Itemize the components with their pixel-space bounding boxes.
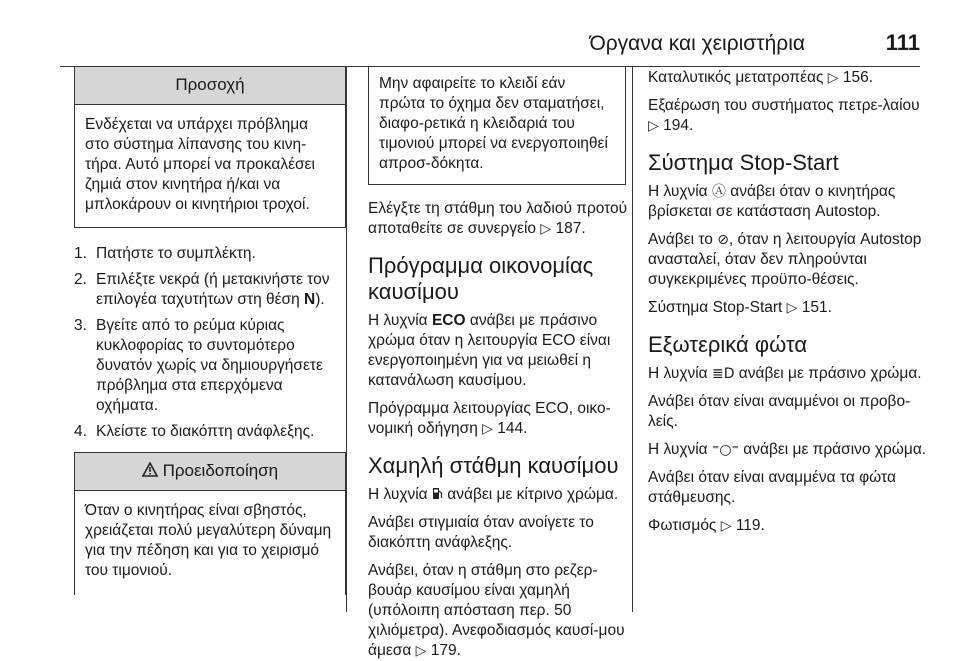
- caution-text: Ενδέχεται να υπάρχει πρόβλημα στο σύστημα λίπανσης του κινη-τήρα. Αυτό μπορεί να προκαλέσει ζημιά στον κινητήρα ή/και να μπλοκάρουν οι κινητήριοι τροχοί.: [85, 116, 315, 213]
- column-3: [648, 66, 930, 612]
- headlight-icon: ≣D: [711, 366, 735, 382]
- lights-text-2: Ανάβει όταν είναι αναμμένοι οι προβο-λείς.: [648, 393, 911, 430]
- column-2: [352, 66, 632, 659]
- arrow-ref-icon: ▷: [415, 643, 427, 659]
- page-header: [60, 22, 920, 66]
- column-divider: [346, 66, 347, 612]
- arrow-ref-icon: ▷: [720, 518, 732, 534]
- list-item: 2. Επιλέξτε νεκρά (ή μετακινήστε τον επιλογέα ταχυτήτων στη θέση N).: [74, 271, 330, 308]
- column-1: [74, 66, 346, 612]
- lighting-ref-text: Φωτισμός ▷ 119.: [648, 517, 765, 534]
- stopstart-text-1: Η λυχνία Ⓐ ανάβει όταν ο κινητήρας βρίσκεται σε κατάσταση Autostop.: [648, 183, 896, 220]
- warning-triangle-icon: [142, 462, 158, 477]
- eco-section: [352, 253, 632, 661]
- arrow-ref-icon: ▷: [540, 221, 552, 237]
- stopstart-heading: Σύστημα Stop-Start: [648, 150, 839, 175]
- warning-title: Προειδοποίηση: [162, 461, 279, 480]
- parking-light-icon: ⁼○⁼: [711, 442, 739, 458]
- lights-text-3: Η λυχνία ⁼○⁼ ανάβει με πράσινο χρώμα.: [648, 441, 927, 458]
- arrow-ref-icon: ▷: [648, 118, 659, 134]
- arrow-ref-icon: ▷: [786, 300, 798, 316]
- fuel-text: Η λυχνία ανάβει με κίτρινο χρώμα.: [368, 486, 619, 503]
- page-number: 111: [885, 30, 920, 55]
- neutral-gear-label: N: [304, 291, 316, 308]
- list-item: 3. Βγείτε από το ρεύμα κύριας κυκλοφορίας το συντομότερο δυνατόν χωρίς να δημιουργήσετε πρόβλημα στα επερχόμενα οχήματα.: [74, 317, 323, 414]
- catalytic-ref-text: Καταλυτικός μετατροπέας ▷ 156.: [648, 69, 874, 86]
- autostop-icon: Ⓐ: [711, 184, 726, 200]
- autostop-off-icon: ⊘: [717, 232, 729, 248]
- list-item: 1. Πατήστε το συμπλέκτη.: [74, 245, 256, 262]
- eco-ref-text: Πρόγραμμα λειτουργίας ECO, οικο-νομική οδήγηση ▷ 144.: [368, 400, 611, 437]
- list-item: 4. Κλείστε το διακόπτη ανάφλεξης.: [74, 423, 315, 440]
- oil-check-text: Ελέγξτε τη στάθμη του λαδιού προτού αποταθείτε σε συνεργείο ▷ 187.: [368, 200, 628, 237]
- column-divider: [632, 66, 633, 612]
- lights-text-1: Η λυχνία ≣D ανάβει με πράσινο χρώμα.: [648, 365, 922, 382]
- warning-title-row: [75, 453, 345, 491]
- warning-continued-text: Μην αφαιρείτε το κλειδί εάν πρώτα το όχημα δεν σταματήσει, διαφο-ρετικά η κλειδαριά του τιμονιού μπορεί να ενεργοποιηθεί απροσ-δόκητα.: [379, 75, 608, 172]
- lights-text-4: Ανάβει όταν είναι αναμμένα τα φώτα στάθμευσης.: [648, 469, 896, 506]
- arrow-ref-icon: ▷: [482, 421, 493, 437]
- lights-heading: Εξωτερικά φώτα: [648, 332, 808, 357]
- stopstart-ref-text: Σύστημα Stop-Start ▷ 151.: [648, 299, 832, 316]
- fuel-text-3: Ανάβει, όταν η στάθμη στο ρεζερ-βουάρ καυσίμου είναι χαμηλή (υπόλοιπη απόσταση περ. 50 χιλιόμετρα). Ανεφοδιασμός καυσί-μου άμεσα ▷ 179.: [368, 562, 625, 659]
- diesel-bleed-ref-text: Εξαέρωση του συστήματος πετρε-λαίου ▷ 194.: [648, 97, 920, 134]
- warning-text: Όταν ο κινητήρας είναι σβηστός, χρειάζεται πολύ μεγαλύτερη δύναμη για την πέδηση και για το χειρισμό του τιμονιού.: [85, 502, 332, 579]
- caution-box: [74, 66, 346, 228]
- fuel-heading: Χαμηλή στάθμη καυσίμου: [368, 453, 619, 478]
- eco-indicator-label: ECO: [431, 312, 466, 329]
- caution-title: Προσοχή: [75, 67, 345, 105]
- fuel-pump-icon: [432, 487, 443, 500]
- warning-box: [74, 452, 346, 595]
- steps-list: [74, 244, 346, 442]
- arrow-ref-icon: ▷: [827, 70, 839, 86]
- warning-continued-box: [368, 66, 626, 185]
- fuel-text-2: Ανάβει στιγμιαία όταν ανοίγετε το διακόπτη ανάφλεξης.: [368, 514, 594, 551]
- header-title: Όργανα και χειριστήρια: [589, 32, 805, 55]
- eco-heading: Πρόγραμμα οικονομίας καυσίμου: [368, 253, 594, 304]
- eco-text: Η λυχνία ECO ανάβει με πράσινο χρώμα όταν η λειτουργία ECO είναι ενεργοποιημένη για να μειωθεί η κατανάλωση καυσίμου.: [368, 312, 611, 389]
- stopstart-text-2: Ανάβει το ⊘, όταν η λειτουργία Autostop ανασταλεί, όταν δεν πληρούνται συγκεκριμένες προϋπο-θέσεις.: [648, 231, 922, 288]
